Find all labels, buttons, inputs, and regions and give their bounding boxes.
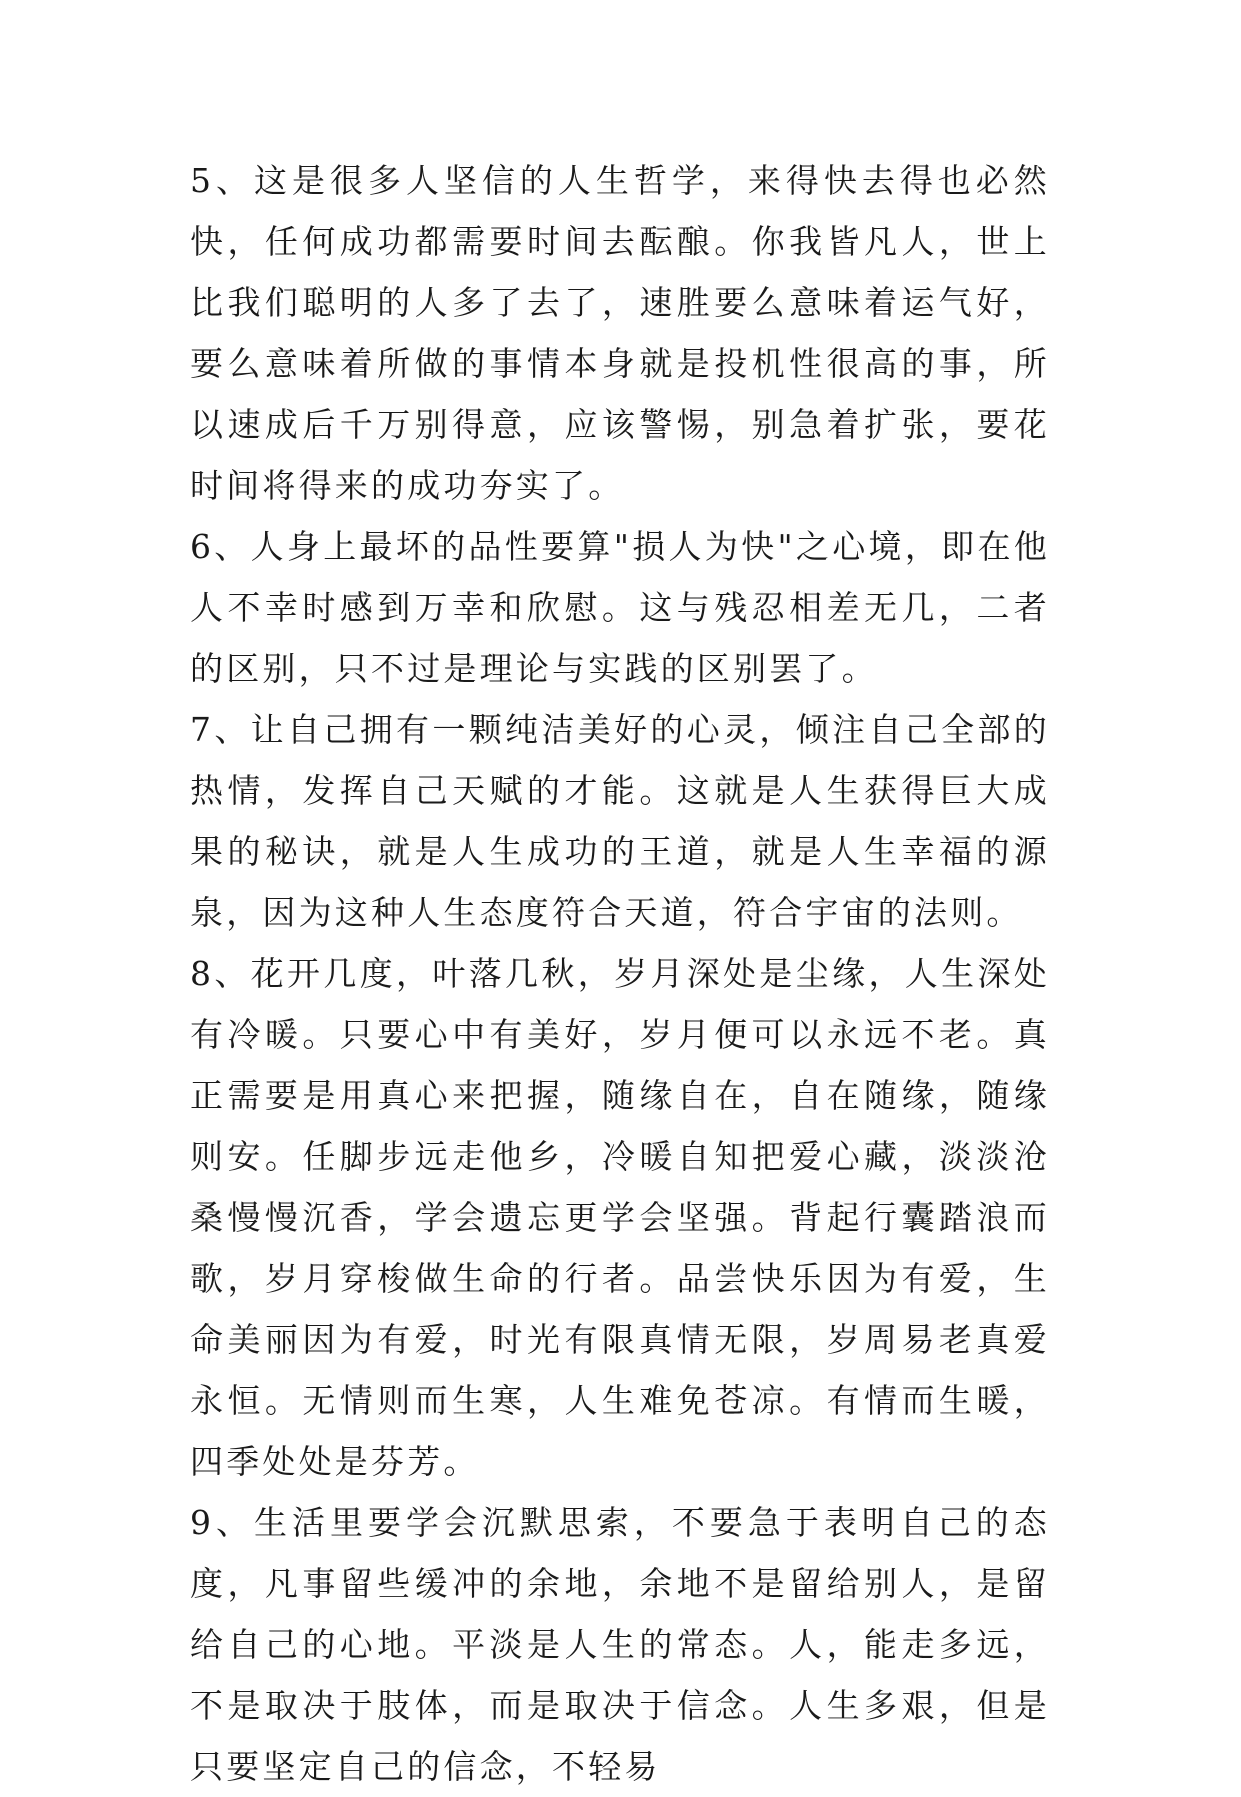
paragraph-7: 7、让自己拥有一颗纯洁美好的心灵，倾注自己全部的热情，发挥自己天赋的才能。这就是人生获得巨大成果的秘诀，就是人生成功的王道，就是人生幸福的源泉，因为这种人生态度符合天道，符合宇宙的法则。 <box>190 710 1050 932</box>
paragraph-8: 8、花开几度，叶落几秋，岁月深处是尘缘，人生深处有冷暖。只要心中有美好，岁月便可以永远不老。真正需要是用真心来把握，随缘自在，自在随缘，随缘则安。任脚步远走他乡，冷暖自知把爱心藏，淡淡沧桑慢慢沉香，学会遗忘更学会坚强。背起行囊踏浪而歌，岁月穿梭做生命的行者。品尝快乐因为有爱，生命美丽因为有爱，时光有限真情无限，岁周易老真爱永恒。无情则而生寒，人生难免苍凉。有情而生暖，四季处处是芬芳。 <box>190 954 1050 1481</box>
paragraph-9: 9、生活里要学会沉默思索，不要急于表明自己的态度，凡事留些缓冲的余地，余地不是留给别人，是留给自己的心地。平淡是人生的常态。人，能走多远，不是取决于肢体，而是取决于信念。人生多艰，但是只要坚定自己的信念，不轻易 <box>190 1503 1050 1786</box>
document-body <box>190 150 1050 1797</box>
paragraph-5: 5、这是很多人坚信的人生哲学，来得快去得也必然快，任何成功都需要时间去酝酿。你我皆凡人，世上比我们聪明的人多了去了，速胜要么意味着运气好，要么意味着所做的事情本身就是投机性很高的事，所以速成后千万别得意，应该警惕，别急着扩张，要花时间将得来的成功夯实了。 <box>190 161 1050 505</box>
paragraph-6: 6、人身上最坏的品性要算"损人为快"之心境，即在他人不幸时感到万幸和欣慰。这与残忍相差无几，二者的区别，只不过是理论与实践的区别罢了。 <box>190 527 1050 688</box>
